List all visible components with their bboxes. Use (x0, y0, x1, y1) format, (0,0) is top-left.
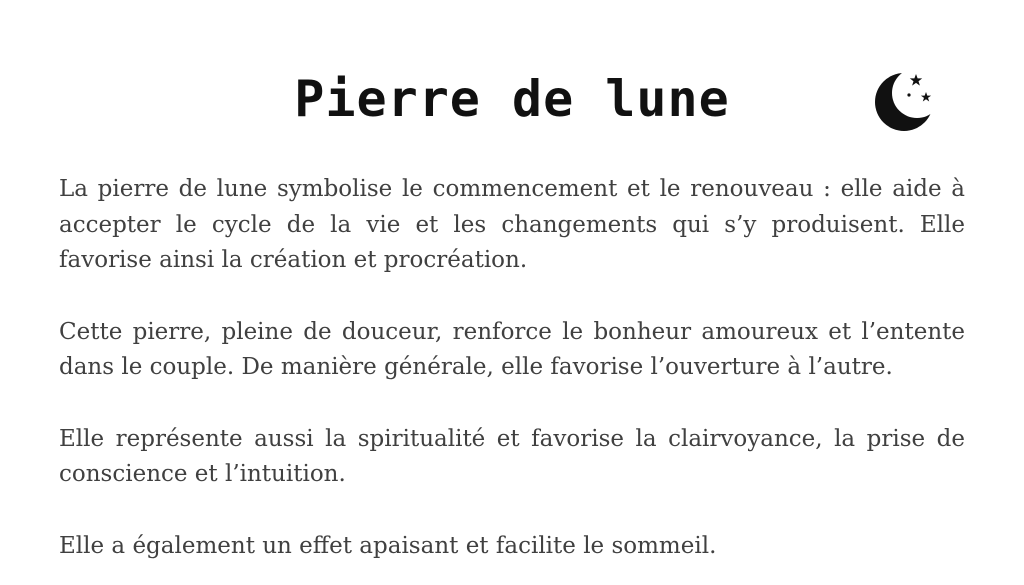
paragraph: Elle a également un effet apaisant et facilite le sommeil. (59, 532, 717, 559)
crescent-moon-stars-icon (872, 68, 938, 134)
paragraph: Cette pierre, pleine de douceur, renforce le bonheur amoureux et l’entente dans le couple. De manière générale, elle favorise l’ouverture à l’autre. (59, 318, 965, 380)
page-title: Pierre de lune (294, 70, 730, 128)
paragraph: La pierre de lune symbolise le commencement et le renouveau : elle aide à accepter le cycle de la vie et les changements qui s’y produisent. Elle favorise ainsi la création et procréation. (59, 176, 965, 273)
paragraph: Elle représente aussi la spiritualité et favorise la clairvoyance, la prise de conscience et l’intuition. (59, 425, 965, 487)
body-text (59, 172, 965, 564)
